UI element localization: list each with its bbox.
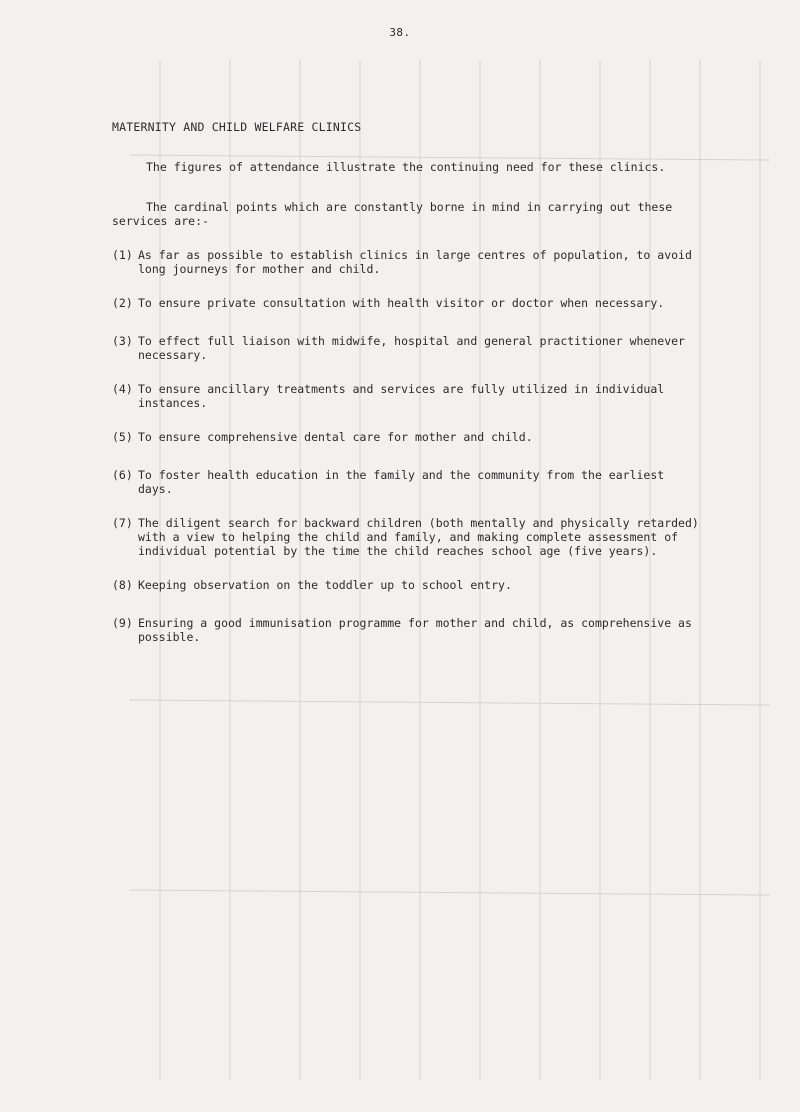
list-item <box>112 430 702 444</box>
page-number: 38. <box>389 26 411 39</box>
list-item <box>112 578 702 592</box>
list-item-number: (2) <box>112 296 133 310</box>
intro-paragraph: The figures of attendance illustrate the continuing need for these clinics. <box>146 160 666 174</box>
list-item-number: (8) <box>112 578 133 592</box>
list-item-text: To foster health education in the family and the community from the earliest days. <box>138 468 665 496</box>
list-item-number: (1) <box>112 248 133 262</box>
list-item-number: (3) <box>112 334 133 348</box>
list-item-number: (5) <box>112 430 133 444</box>
document-body <box>112 120 702 664</box>
list-item-number: (7) <box>112 516 133 530</box>
list-item <box>112 468 702 496</box>
list-item-text: To ensure private consultation with health visitor or doctor when necessary. <box>138 296 665 310</box>
list-item-text: As far as possible to establish clinics in large centres of population, to avoid long journeys for mother and child. <box>138 248 692 276</box>
list-item <box>112 248 702 276</box>
list-item-text: To ensure comprehensive dental care for mother and child. <box>138 430 533 444</box>
list-item-text: To ensure ancillary treatments and services are fully utilized in individual instances. <box>138 382 665 410</box>
list-item <box>112 616 702 644</box>
list-item <box>112 516 702 558</box>
list-item-text: To effect full liaison with midwife, hospital and general practitioner whenever necessary. <box>138 334 685 362</box>
list-item-number: (6) <box>112 468 133 482</box>
list-item <box>112 296 702 310</box>
list-item-number: (9) <box>112 616 133 630</box>
list-item-text: Ensuring a good immunisation programme for mother and child, as comprehensive as possible. <box>138 616 692 644</box>
list-item-text: The diligent search for backward children (both mentally and physically retarded) with a view to helping the child and family, and making complete assessment of individual potential by the time the child reaches school age (five years). <box>138 516 699 558</box>
intro-paragraph: The cardinal points which are constantly borne in mind in carrying out these services are:- <box>112 200 673 228</box>
section-heading: MATERNITY AND CHILD WELFARE CLINICS <box>112 120 362 134</box>
list-item <box>112 382 702 410</box>
list-item-number: (4) <box>112 382 133 396</box>
list-item-text: Keeping observation on the toddler up to school entry. <box>138 578 512 592</box>
list-item <box>112 334 702 362</box>
